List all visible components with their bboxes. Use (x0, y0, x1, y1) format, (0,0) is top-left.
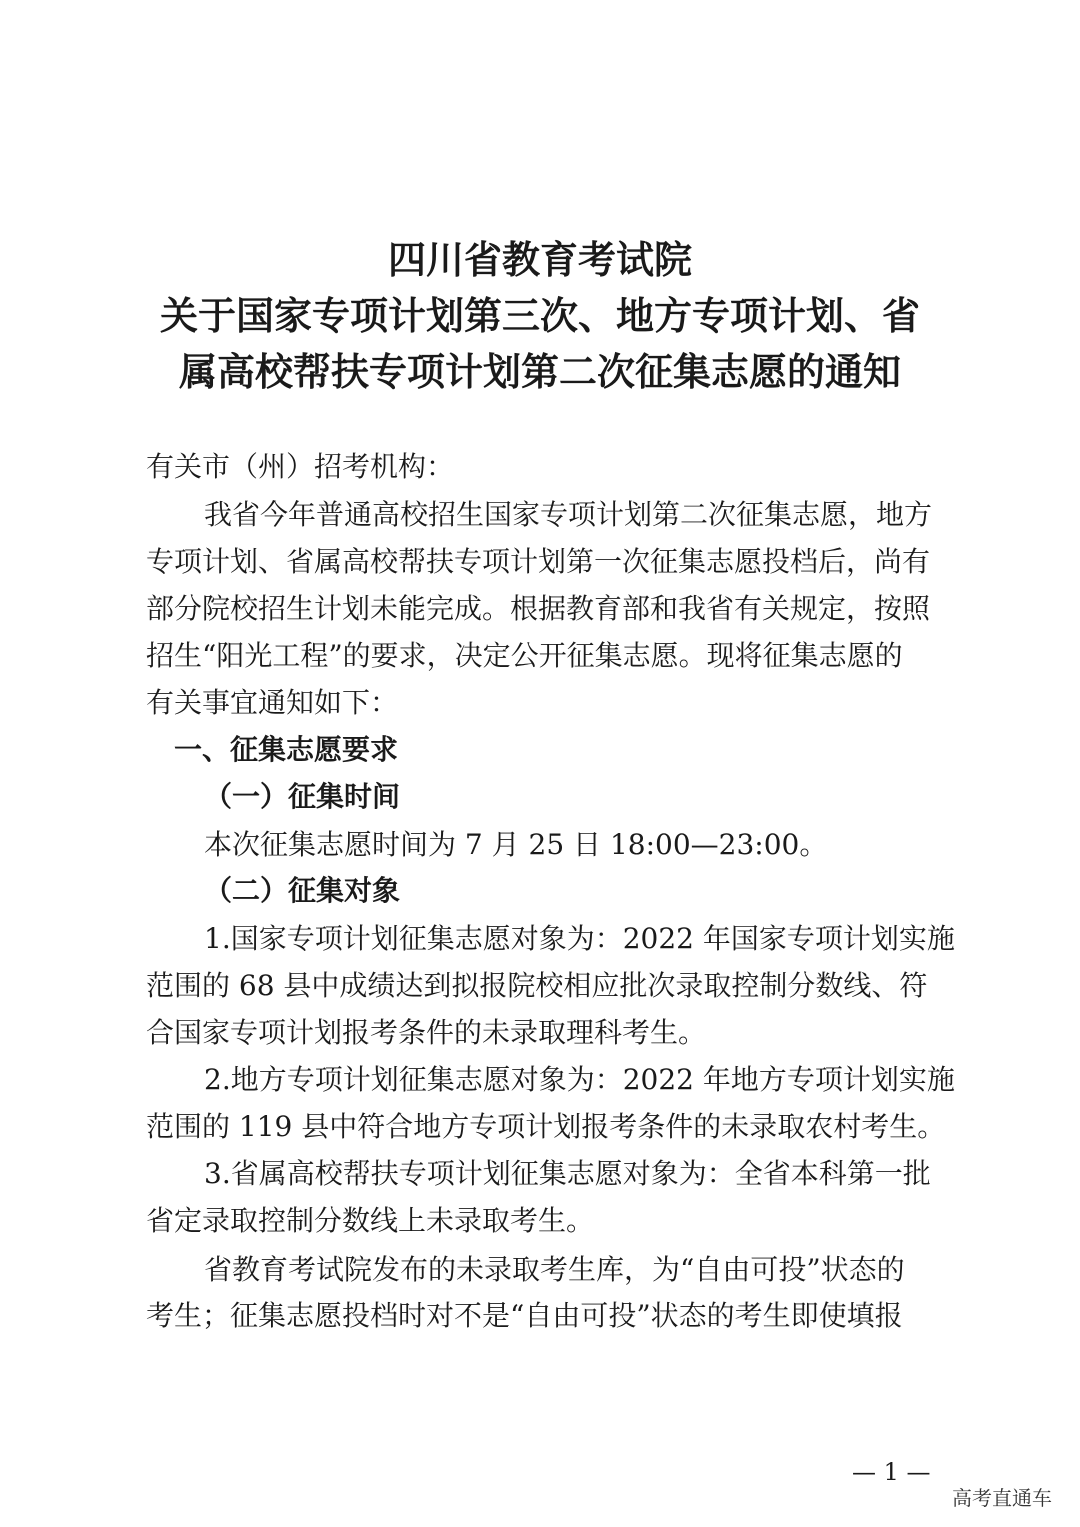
body-line: 有关事宜通知如下： (146, 686, 399, 719)
section-heading: 一、征集志愿要求 (174, 733, 399, 766)
body-line: 招生“阳光工程”的要求，决定公开征集志愿。现将征集志愿的 (146, 639, 903, 672)
body-line: 2.地方专项计划征集志愿对象为：2022 年地方专项计划实施 (204, 1063, 955, 1096)
body-line: 专项计划、省属高校帮扶专项计划第一次征集志愿投档后，尚有 (146, 545, 931, 578)
watermark: 高考直通车 (952, 1486, 1052, 1510)
salutation: 有关市（州）招考机构： (146, 450, 455, 483)
body-line: 本次征集志愿时间为 7 月 25 日 18:00—23:00。 (204, 828, 828, 861)
page-number: — 1 — (852, 1458, 931, 1486)
subsection-heading: （二）征集对象 (204, 874, 401, 907)
body-line: 省教育考试院发布的未录取考生库，为“自由可投”状态的 (204, 1253, 905, 1286)
body-line: 1.国家专项计划征集志愿对象为：2022 年国家专项计划实施 (204, 922, 955, 955)
body-line: 省定录取控制分数线上未录取考生。 (146, 1204, 595, 1237)
body-line: 合国家专项计划报考条件的未录取理科考生。 (146, 1016, 707, 1049)
title-line-3: 属高校帮扶专项计划第二次征集志愿的通知 (178, 350, 901, 394)
title-line-1: 四川省教育考试院 (387, 238, 692, 282)
title-line-2: 关于国家专项计划第三次、地方专项计划、省 (159, 294, 920, 338)
body-line: 考生；征集志愿投档时对不是“自由可投”状态的考生即使填报 (146, 1299, 903, 1332)
body-line: 范围的 68 县中成绩达到拟报院校相应批次录取控制分数线、符 (146, 969, 928, 1002)
body-line: 范围的 119 县中符合地方专项计划报考条件的未录取农村考生。 (146, 1110, 946, 1143)
subsection-heading: （一）征集时间 (204, 780, 401, 813)
body-line: 部分院校招生计划未能完成。根据教育部和我省有关规定，按照 (146, 592, 931, 625)
body-line: 我省今年普通高校招生国家专项计划第二次征集志愿，地方 (204, 498, 933, 531)
body-line: 3.省属高校帮扶专项计划征集志愿对象为：全省本科第一批 (204, 1157, 931, 1190)
